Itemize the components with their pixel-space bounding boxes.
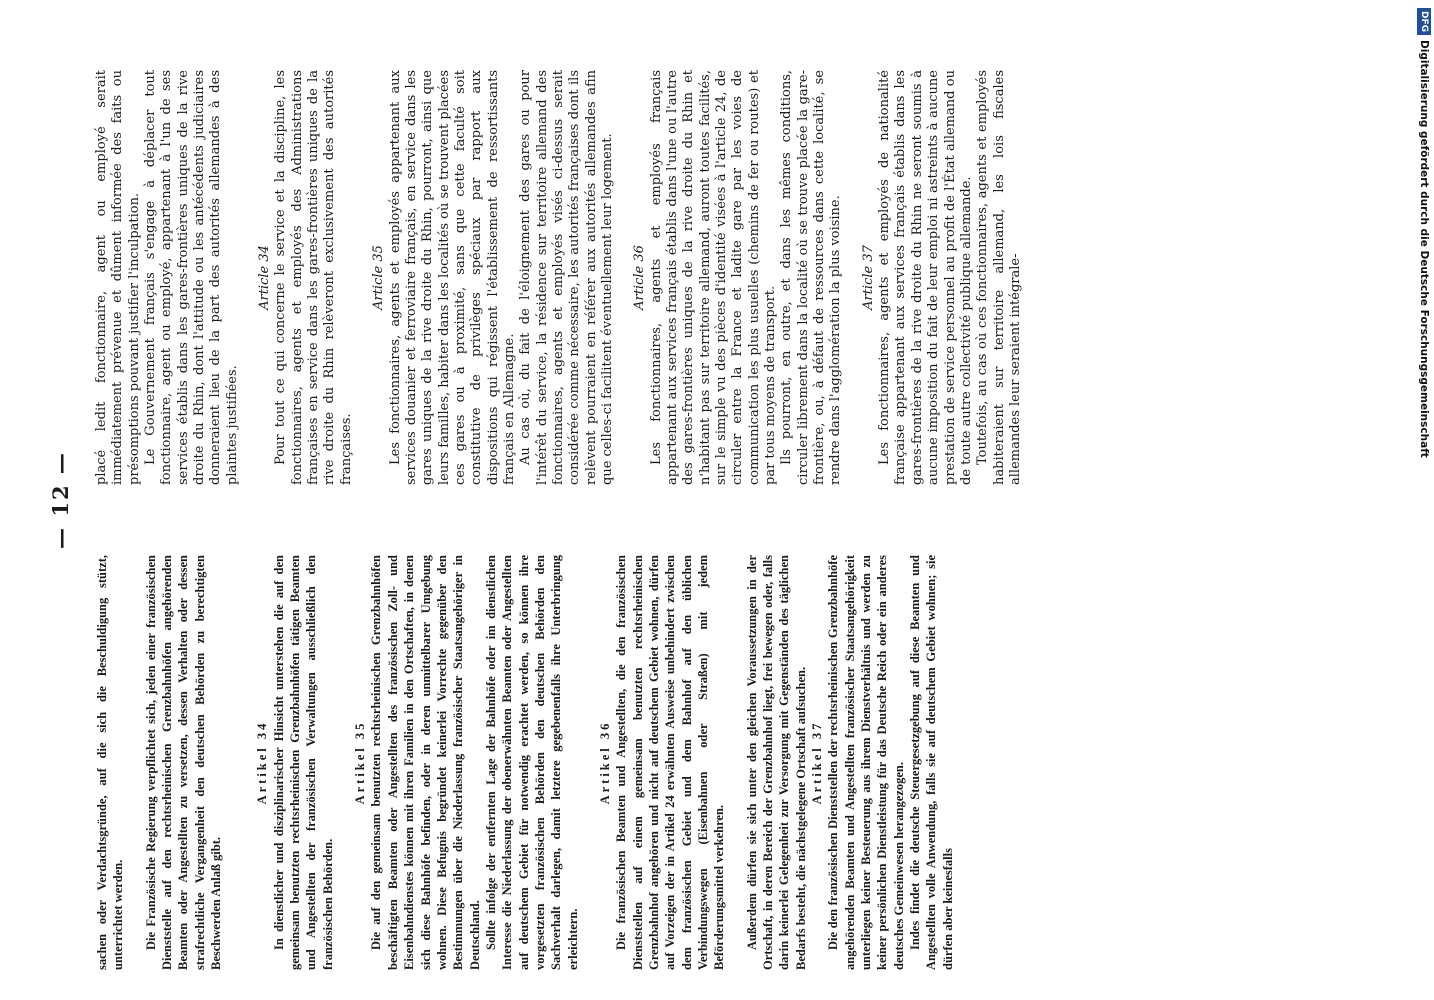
german-article-35-heading: Artikel 35 <box>353 720 368 805</box>
german-article-37-heading: Artikel 37 <box>810 720 825 805</box>
french-article-35-heading: Article 35 <box>371 245 387 310</box>
french-article-35-text-1: Les fonctionnaires, agents et employés appartenant aux services douanier et ferroviaire français, en service dans les gares uniques de la rive droite du Rhin, pourront, ainsi que leurs familles, habiter dans les localités où se trouvent placées ces gares ou à proximité, sans que cette faculté soit constitutive de privilèges spéciaux par rapport aux dispositions qui régissent l'établissement de ressortissants français en Allemagne. <box>387 70 517 485</box>
french-article-35-text-2: Au cas où, du fait de l'éloignement des gares ou pour l'intérêt du service, la résidence sur territoire allemand des fonctionnaires, agents et employés visés ci-dessus serait considérée comme nécessaire, les autorités françaises dont ils relèvent pourraient en référer aux autorités allemandes afin que celles-ci facilitent éventuellement leur logement. <box>518 70 615 485</box>
page-number: — 12 — <box>48 451 73 549</box>
french-article-36-text-1: Les fonctionnaires, agents et employés français appartenant aux services français établis dans l'une ou l'autre des gares-frontières uniques de la rive droite du Rhin et n'habitant pas sur territoire allemand, auront toutes facilités, sur le simple vu des pièces d'identité visées à l'article 24, de circuler entre la France et ladite gare par les voies de communication les plus usuelles (chemins de fer ou routes) et par tous moyens de transport. <box>648 70 779 485</box>
dfg-attribution-strip <box>1417 8 1431 908</box>
french-intro: placé ledit fonctionnaire, agent ou employé serait immédiatement prévenue et dûment informée des faits ou présomptions pouvant justifier l'inculpation. <box>94 70 142 485</box>
french-article-36-heading: Article 36 <box>632 245 648 310</box>
french-article-34-heading: Article 34 <box>257 245 273 310</box>
german-article-37-text-2: Indes findet die deutsche Steuergesetzgebung auf diese Beamten und Angestellten volle Anwendung, falls sie auf deutschem Gebiet wohnen; sie dürfen aber keinesfalls <box>908 555 955 970</box>
german-paragraph: Die Französische Regierung verpflichtet sich, jeden einer französischen Dienststelle auf den rechtsrheinischen Grenzbahnhöfen angehörenden Beamten oder Angestellten zu versetzen, dessen Verhalten oder dessen strafrechtliche Vergangenheit den deutschen Behörden zu berechtigten Beschwerden Anlaß gibt. <box>143 555 224 970</box>
german-column <box>94 555 956 970</box>
german-article-35-text-1: Die auf den gemeinsam benutzten rechtsrheinischen Grenzbahnhöfen beschäftigten Beamten oder Angestellten des französischen Zoll- und Eisenbahndienstes können mit ihren Familien in den Ortschaften, in denen sich diese Bahnhöfe befinden, oder in deren unmittelbarer Umgebung wohnen. Diese Befugnis begründet keinerlei Vorrechte gegenüber den Bestimmungen über die Niederlassung französischer Staatsangehöriger in Deutschland. <box>369 555 482 970</box>
german-article-35-text-2: Sollte infolge der entfernten Lage der Bahnhöfe oder im dienstlichen Interesse die Niederlassung der obenerwähnten Beamten oder Angestellten auf deutschem Gebiet für notwendig erachtet werden, so können ihre vorgesetzten französischen Behörden den deutschen Behörden den Sachverhalt darlegen, damit letztere gegebenenfalls ihre Unterbringung erleichtern. <box>483 555 580 970</box>
french-article-37-text-1: Les fonctionnaires, agents et employés de nationalité française appartenant aux services français établis dans les gares-frontières de la rive droite du Rhin ne seront soumis à aucune imposition du fait de leur emploi ni astreints à aucune prestation de service personnel au profit de l'État allemand ou de toute autre collectivité publique allemande. <box>877 70 974 485</box>
german-article-36-text-1: Die französischen Beamten und Angestellten, die den französischen Dienststellen auf einem gemeinsam benutzten rechtsrheinischen Grenzbahnhof angehören und nicht auf deutschem Gebiet wohnen, dürfen auf Vorzeigen der in Artikel 24 erwähnten Ausweise unbehindert zwischen dem französischen Gebiet und dem Bahnhof auf den üblichen Verbindungswegen (Eisenbahnen oder Straßen) mit jedem Beförderungsmittel verkehren. <box>614 555 727 970</box>
german-intro: sachen oder Verdachtsgründe, auf die sich die Beschuldigung stützt, unterrichtet werden. <box>95 555 126 970</box>
german-article-36-text-2: Außerdem dürfen sie sich unter den gleichen Voraussetzungen in der Ortschaft, in deren Bereich der Grenzbahnhof liegt, frei bewegen oder, falls darin keinerlei Gelegenheit zur Versorgung mit Gegenständen des täglichen Bedarfs besteht, die nächstgelegene Ortschaft aufsuchen. <box>744 555 808 970</box>
french-article-37-heading: Article 37 <box>860 245 876 310</box>
german-article-34-heading: Artikel 34 <box>255 720 270 805</box>
dfg-logo: DFG <box>1417 8 1431 35</box>
attribution-text: Digitalisierung gefördert durch die Deutsche Forschungsgemeinschaft <box>1418 40 1430 458</box>
french-paragraph: Le Gouvernement français s'engage à déplacer tout fonctionnaire, agent ou employé, appartenant à l'un de ses services établis dans les gares-frontières uniques de la rive droite du Rhin, dont l'attitude ou les antécédents judiciaires donneraient lieu de la part des autorités allemandes à des plaintes justifiées. <box>143 70 240 485</box>
french-article-37-text-2: Toutefois, au cas où ces fonctionnaires, agents et employés habiteraient sur territoire allemand, les lois fiscales allemandes leur seraient intégrale- <box>975 70 1023 485</box>
french-article-34-text: Pour tout ce qui concerne le service et la discipline, les fonctionnaires, agents et employés des Administrations françaises en service dans les gares-frontières uniques de la rive droite du Rhin relèveront exclusivement des autorités françaises. <box>273 70 354 485</box>
german-article-37-text-1: Die den französischen Dienststellen der rechtsrheinischen Grenzbahnhöfe angehörenden Beamten und Angestellten französischer Staatsangehörigkeit unterliegen keiner Besteuerung aus ihrem Dienstverhältnis und werden zu keiner persönlichen Dienstleistung für das Deutsche Reich oder ein anderes deutsches Gemeinwesen herangezogen. <box>826 555 906 970</box>
french-article-36-text-2: Ils pourront, en outre, et dans les mêmes conditions, circuler librement dans la localité où se trouve placée la gare-frontière, ou, à défaut de ressources dans cette localité, se rendre dans l'agglomération la plus voisine. <box>779 70 844 485</box>
german-article-36-heading: Artikel 36 <box>597 720 612 805</box>
french-column <box>94 70 1024 485</box>
german-article-34-text: In dienstlicher und disziplinarischer Hinsicht unterstehen die auf den gemeinsam benutzten rechtsrheinischen Grenzbahnhöfen tätigen Beamten und Angestellten der französischen Verwaltungen ausschließlich den französischen Behörden. <box>271 555 335 970</box>
